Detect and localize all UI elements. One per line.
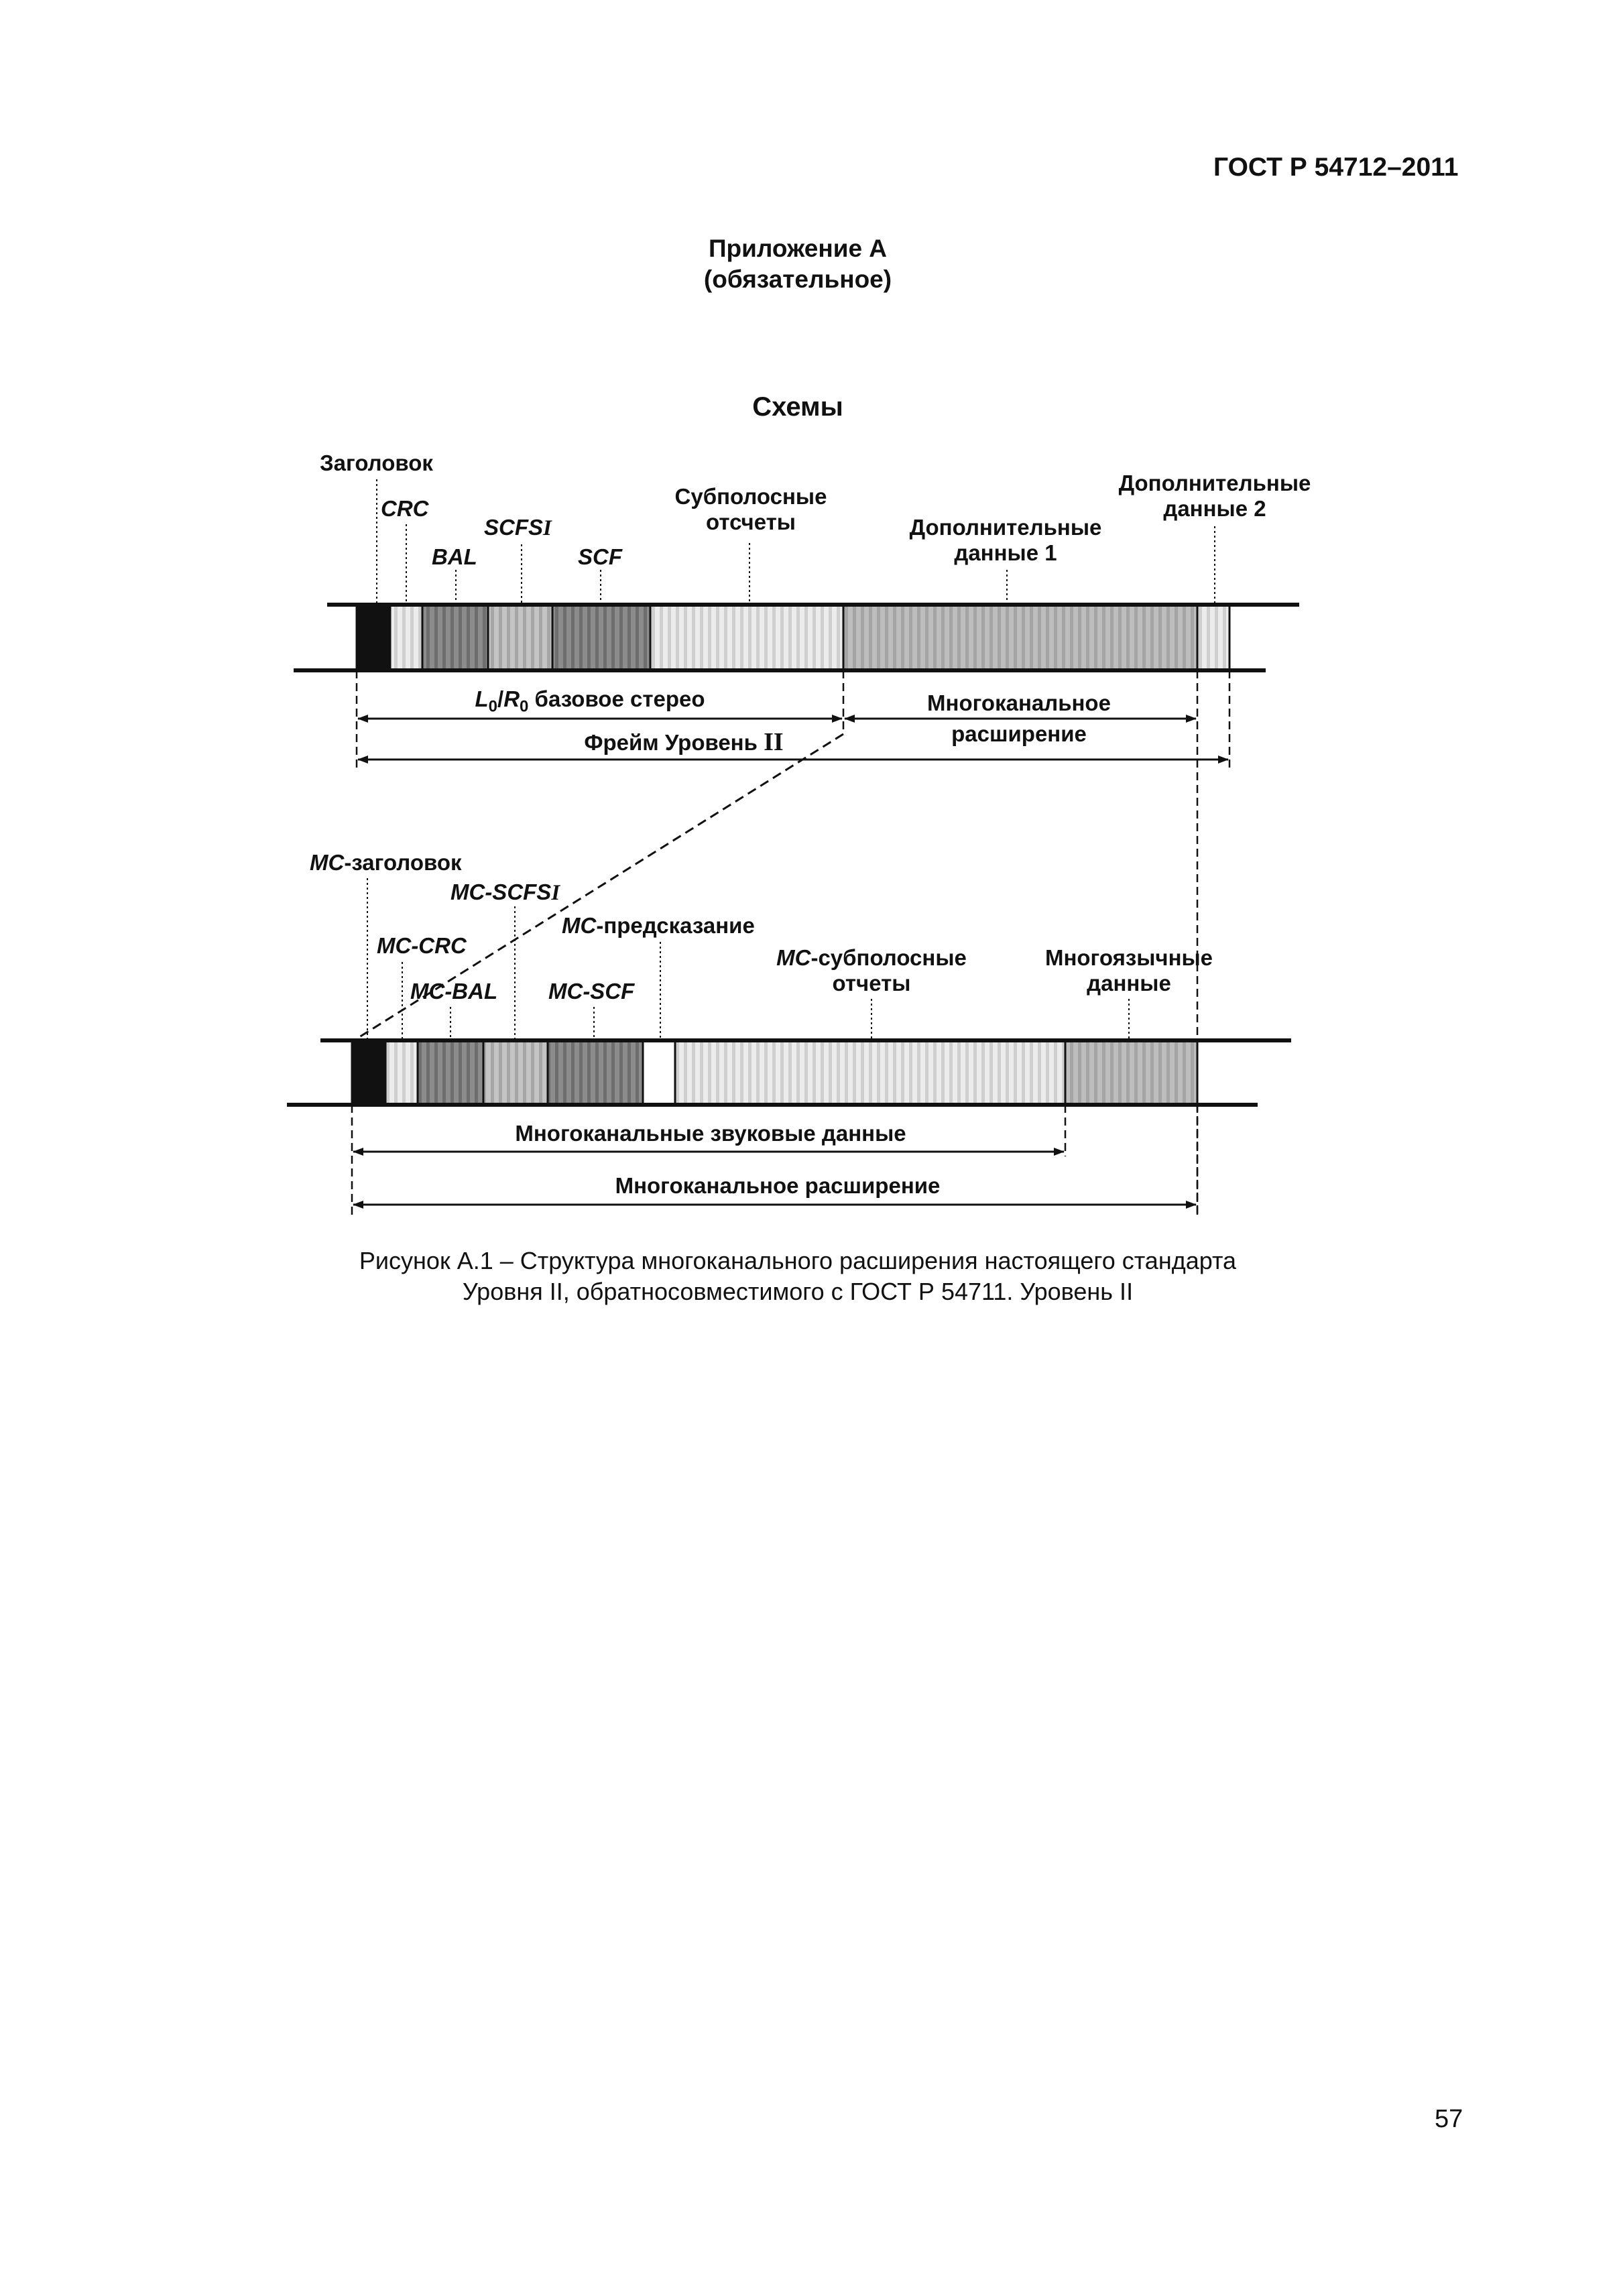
seg-mc-scf xyxy=(548,1040,643,1105)
bottom-frame-bar xyxy=(287,1040,1291,1105)
seg-anc1 xyxy=(843,605,1197,670)
label-mc-bal: MC-BAL xyxy=(410,979,498,1004)
span-label-frame: Фрейм Уровень II xyxy=(584,728,784,756)
label-anc2-line1: Дополнительные xyxy=(1118,471,1311,495)
label-mc-scfsi: MC-SCFSI xyxy=(450,880,560,905)
seg-header xyxy=(357,605,390,670)
label-scfsi: SCFSI xyxy=(484,515,552,540)
label-header: Заголовок xyxy=(320,450,433,475)
seg-scf xyxy=(552,605,650,670)
figure-caption-line2: Уровня II, обратносовместимого с ГОСТ Р 54711. Уровень II xyxy=(462,1278,1134,1305)
section-title: Схемы xyxy=(752,392,843,422)
seg-mc-prediction xyxy=(643,1040,675,1105)
seg-mc-crc xyxy=(385,1040,418,1105)
annex-title: Приложение А xyxy=(708,235,888,262)
label-anc1-line1: Дополнительные xyxy=(909,515,1102,540)
standard-number: ГОСТ Р 54712–2011 xyxy=(1213,153,1459,182)
seg-mc-scfsi xyxy=(483,1040,548,1105)
label-mc-scf: MC-SCF xyxy=(548,979,635,1004)
label-scf: SCF xyxy=(578,544,622,569)
label-mc-header: MC-заголовок xyxy=(310,850,462,875)
seg-mc-subband xyxy=(675,1040,1065,1105)
span-label-mc-audio: Многоканальные звуковые данные xyxy=(515,1121,906,1146)
span-label-mc-ext-line2: расширение xyxy=(951,721,1087,746)
label-subband-line2: отсчеты xyxy=(706,509,796,534)
label-bal: BAL xyxy=(432,544,477,569)
annex-status: (обязательное) xyxy=(703,265,892,293)
seg-mc-header xyxy=(352,1040,385,1105)
seg-subband xyxy=(650,605,843,670)
span-label-mc-extension: Многоканальное расширение xyxy=(615,1173,941,1198)
seg-scfsi xyxy=(488,605,552,670)
seg-mc-bal xyxy=(418,1040,483,1105)
label-mc-subband-line2: отчеты xyxy=(832,971,911,995)
seg-crc xyxy=(390,605,422,670)
label-mc-prediction: MC-предсказание xyxy=(562,913,755,938)
label-multilingual-line2: данные xyxy=(1087,971,1171,995)
figure-caption-line1: Рисунок А.1 – Структура многоканального расширения настоящего стандарта xyxy=(359,1247,1237,1274)
label-mc-subband-line1: MC-субполосные xyxy=(776,945,967,970)
label-subband-line1: Субполосные xyxy=(674,484,827,509)
top-frame-bar xyxy=(294,605,1299,670)
page-number: 57 xyxy=(1435,2105,1463,2133)
label-mc-crc: MC-CRC xyxy=(377,933,467,958)
label-anc2-line2: данные 2 xyxy=(1163,496,1266,521)
span-label-mc-ext-line1: Многоканальное xyxy=(927,690,1111,715)
seg-bal xyxy=(422,605,488,670)
seg-multilingual xyxy=(1065,1040,1197,1105)
seg-anc2 xyxy=(1197,605,1229,670)
span-label-stereo: $L_0/R_0$ базовое стерео xyxy=(475,686,705,716)
label-crc: CRC xyxy=(381,496,429,521)
label-multilingual-line1: Многоязычные xyxy=(1044,945,1213,970)
label-anc1-line2: данные 1 xyxy=(954,540,1057,565)
